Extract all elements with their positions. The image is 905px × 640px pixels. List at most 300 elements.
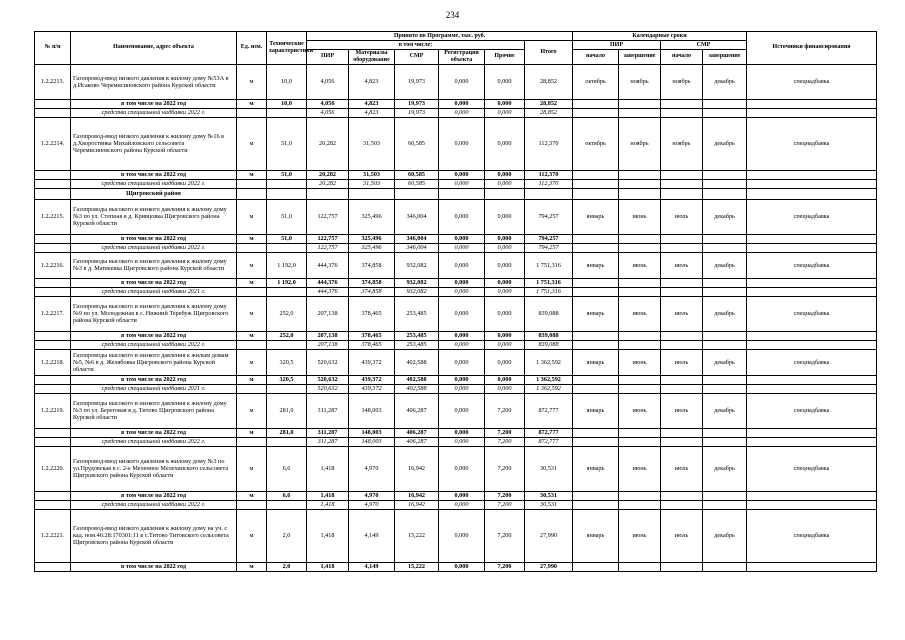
subtotal-total: 112,370 [525,170,573,179]
object-smr: 16,942 [395,446,439,491]
blank-cell [747,437,877,446]
object-tech: 320,5 [267,349,307,375]
subtotal-unit: м [237,278,267,287]
subtotal-unit: м [237,234,267,243]
blank-cell [661,491,703,500]
subtotal-pir: 122,757 [307,234,349,243]
object-registration: 0,000 [439,349,485,375]
blank-cell [619,384,661,393]
header-cal-smr: СМР [661,41,747,50]
object-other: 0,000 [485,252,525,278]
blank-cell [237,243,267,252]
header-other: Прочие [485,50,525,65]
object-registration: 0,000 [439,199,485,234]
object-tech: 252,0 [267,296,307,331]
subtotal-pir: 20,282 [307,170,349,179]
funding-total: 1 751,316 [525,287,573,296]
object-tech: 10,0 [267,64,307,99]
blank-cell [661,108,703,117]
funding-other: 7,200 [485,437,525,446]
funding-smr: 932,082 [395,287,439,296]
funding-materials: 374,858 [349,287,395,296]
subtotal-label: в том числе на 2022 год [71,491,237,500]
subtotal-smr: 406,287 [395,428,439,437]
header-materials: Материалы оборудование [349,50,395,65]
smr-start: июль [661,446,703,491]
blank-cell [573,108,619,117]
object-smr: 253,485 [395,296,439,331]
smr-start: июль [661,509,703,562]
blank-cell [573,384,619,393]
object-tech: 51,0 [267,117,307,170]
funding-total: 30,531 [525,500,573,509]
subtotal-materials: 4,823 [349,99,395,108]
blank-cell [703,170,747,179]
blank-cell [619,287,661,296]
object-materials: 4,970 [349,446,395,491]
funding-row [35,384,877,393]
subtotal-tech: 51,0 [267,170,307,179]
blank-cell [747,375,877,384]
subtotal-pir: 207,138 [307,331,349,340]
blank-cell [619,99,661,108]
header-including: в том числе: [307,41,525,50]
blank-cell [619,500,661,509]
object-name: Газопровод-ввод низкого давления к жилому дому №53А в д.Исаково Черемисиновского района Курской области [71,64,237,99]
object-total: 839,088 [525,296,573,331]
blank-cell [703,340,747,349]
object-pir: 122,757 [307,199,349,234]
funding-other: 0,000 [485,340,525,349]
object-number: 1.2.2214. [35,117,71,170]
header-calendar: Календарные сроки [573,32,747,41]
object-pir: 1,418 [307,446,349,491]
object-materials: 4,149 [349,509,395,562]
subtotal-pir: 1,418 [307,491,349,500]
blank-cell [573,170,619,179]
smr-end: декабрь [703,117,747,170]
subtotal-smr: 60,585 [395,170,439,179]
blank-cell [237,384,267,393]
funding-label: средства специальной надбавки 2022 г. [71,340,237,349]
object-registration: 0,000 [439,117,485,170]
blank-cell [35,340,71,349]
subtotal-total: 1 362,592 [525,375,573,384]
blank-cell [619,170,661,179]
header-source: Источники финансирования [747,32,877,65]
object-other: 0,000 [485,296,525,331]
funding-pir: 122,757 [307,243,349,252]
funding-smr: 346,004 [395,243,439,252]
object-unit: м [237,199,267,234]
funding-smr: 19,973 [395,108,439,117]
funding-label: средства специальной надбавки 2022 г. [71,108,237,117]
subtotal-materials: 31,503 [349,170,395,179]
funding-other: 0,000 [485,179,525,188]
object-pir: 1,418 [307,509,349,562]
subtotal-registration: 0,000 [439,428,485,437]
blank-cell [703,234,747,243]
blank-cell [703,384,747,393]
header-total: Итого [525,41,573,65]
funding-row [35,179,877,188]
subtotal-smr: 16,942 [395,491,439,500]
funding-pir: 444,376 [307,287,349,296]
object-tech: 1 192,0 [267,252,307,278]
blank-cell [619,179,661,188]
object-registration: 0,000 [439,446,485,491]
object-other: 0,000 [485,64,525,99]
subtotal-total: 872,777 [525,428,573,437]
blank-cell [237,188,267,199]
blank-cell [747,287,877,296]
object-number: 1.2.2220. [35,446,71,491]
object-materials: 325,496 [349,199,395,234]
subtotal-pir: 520,632 [307,375,349,384]
object-smr: 19,973 [395,64,439,99]
subtotal-tech: 320,5 [267,375,307,384]
blank-cell [747,108,877,117]
object-total: 1 362,592 [525,349,573,375]
blank-cell [35,384,71,393]
subtotal-tech: 6,6 [267,491,307,500]
subtotal-pir: 4,056 [307,99,349,108]
subtotal-other: 0,000 [485,170,525,179]
funding-source: спецнадбавка [747,199,877,234]
object-other: 0,000 [485,349,525,375]
object-pir: 444,376 [307,252,349,278]
funding-registration: 0,000 [439,179,485,188]
blank-cell [35,437,71,446]
object-pir: 311,287 [307,393,349,428]
blank-cell [237,287,267,296]
object-other: 7,200 [485,509,525,562]
object-pir: 20,282 [307,117,349,170]
header-num: № п/п [35,32,71,65]
object-registration: 0,000 [439,393,485,428]
blank-cell [267,188,307,199]
object-pir: 520,632 [307,349,349,375]
blank-cell [661,234,703,243]
table-row [35,252,877,278]
subtotal-total: 28,852 [525,99,573,108]
object-tech: 51,0 [267,199,307,234]
pir-start: октябрь [573,64,619,99]
blank-cell [661,278,703,287]
blank-cell [573,375,619,384]
subtotal-unit: м [237,331,267,340]
pir-start: январь [573,349,619,375]
blank-cell [747,428,877,437]
subtotal-label: в том числе на 2022 год [71,428,237,437]
subtotal-unit: м [237,491,267,500]
subtotal-smr: 402,588 [395,375,439,384]
blank-cell [267,340,307,349]
subtotal-registration: 0,000 [439,491,485,500]
object-total: 28,852 [525,64,573,99]
funding-row [35,437,877,446]
object-materials: 31,503 [349,117,395,170]
blank-cell [661,384,703,393]
blank-cell [485,188,525,199]
subtotal-other: 7,200 [485,428,525,437]
funding-registration: 0,000 [439,108,485,117]
pir-end: июнь [619,349,661,375]
blank-cell [307,188,349,199]
blank-cell [661,188,703,199]
blank-cell [703,437,747,446]
subtotal-other: 0,000 [485,278,525,287]
funding-label: средства специальной надбавки 2021 г. [71,384,237,393]
object-number: 1.2.2215. [35,199,71,234]
page-number: 234 [445,10,460,20]
subtotal-row [35,428,877,437]
object-smr: 402,588 [395,349,439,375]
blank-cell [573,99,619,108]
blank-cell [703,99,747,108]
object-materials: 148,003 [349,393,395,428]
blank-cell [35,243,71,252]
subtotal-smr: 346,004 [395,234,439,243]
funding-materials: 439,372 [349,384,395,393]
object-unit: м [237,64,267,99]
object-smr: 346,004 [395,199,439,234]
district-row [35,188,877,199]
blank-cell [747,340,877,349]
subtotal-label: в том числе на 2022 год [71,278,237,287]
table-row [35,296,877,331]
blank-cell [267,437,307,446]
district-name: Щигровский район [71,188,237,199]
blank-cell [747,170,877,179]
funding-registration: 0,000 [439,287,485,296]
funding-source: спецнадбавка [747,393,877,428]
blank-cell [35,500,71,509]
blank-cell [35,108,71,117]
program-table [34,31,877,572]
blank-cell [703,500,747,509]
blank-cell [703,491,747,500]
funding-registration: 0,000 [439,500,485,509]
object-other: 7,200 [485,446,525,491]
smr-start: июль [661,199,703,234]
subtotal-total: 27,990 [525,562,573,571]
blank-cell [573,188,619,199]
header-registration: Регистрация объекта [439,50,485,65]
blank-cell [703,243,747,252]
funding-source: спецнадбавка [747,509,877,562]
object-unit: м [237,296,267,331]
object-name: Газопровод-ввод низкого давления к жилому дому на уч. с кад. ном.46:28:170301:11 в с.Титово Титовского сельсовета Щигровского района Курской области [71,509,237,562]
subtotal-materials: 4,149 [349,562,395,571]
blank-cell [703,108,747,117]
blank-cell [573,234,619,243]
blank-cell [35,99,71,108]
blank-cell [747,179,877,188]
funding-pir: 311,287 [307,437,349,446]
blank-cell [661,170,703,179]
table-row [35,199,877,234]
blank-cell [619,243,661,252]
object-registration: 0,000 [439,296,485,331]
smr-end: декабрь [703,199,747,234]
object-smr: 406,287 [395,393,439,428]
funding-total: 794,257 [525,243,573,252]
object-other: 0,000 [485,199,525,234]
blank-cell [747,99,877,108]
subtotal-registration: 0,000 [439,170,485,179]
subtotal-other: 0,000 [485,375,525,384]
smr-end: декабрь [703,252,747,278]
blank-cell [703,287,747,296]
blank-cell [703,428,747,437]
blank-cell [35,278,71,287]
blank-cell [35,170,71,179]
object-unit: м [237,509,267,562]
object-materials: 439,372 [349,349,395,375]
blank-cell [35,428,71,437]
table-row [35,446,877,491]
object-tech: 2,0 [267,509,307,562]
funding-row [35,243,877,252]
table-row [35,509,877,562]
subtotal-pir: 1,418 [307,562,349,571]
subtotal-registration: 0,000 [439,234,485,243]
subtotal-row [35,170,877,179]
blank-cell [237,437,267,446]
object-unit: м [237,252,267,278]
object-smr: 60,585 [395,117,439,170]
table-row [35,349,877,375]
subtotal-unit: м [237,428,267,437]
table-row [35,64,877,99]
subtotal-label: в том числе на 2022 год [71,234,237,243]
blank-cell [35,562,71,571]
blank-cell [267,179,307,188]
pir-start: октябрь [573,117,619,170]
subtotal-tech: 281,0 [267,428,307,437]
subtotal-registration: 0,000 [439,375,485,384]
blank-cell [703,331,747,340]
funding-smr: 16,942 [395,500,439,509]
subtotal-materials: 439,372 [349,375,395,384]
blank-cell [747,500,877,509]
blank-cell [35,375,71,384]
funding-registration: 0,000 [439,243,485,252]
funding-smr: 253,485 [395,340,439,349]
object-registration: 0,000 [439,252,485,278]
funding-other: 0,000 [485,108,525,117]
object-name: Газопроводы высокого и низкого давления к жилому дому №9 по ул. Молодежная в с. Нижний Теребуж Щигровского района Курской области [71,296,237,331]
object-total: 27,990 [525,509,573,562]
funding-materials: 4,823 [349,108,395,117]
subtotal-other: 0,000 [485,331,525,340]
blank-cell [619,375,661,384]
subtotal-materials: 325,496 [349,234,395,243]
pir-start: январь [573,393,619,428]
object-registration: 0,000 [439,509,485,562]
subtotal-label: в том числе на 2022 год [71,170,237,179]
funding-other: 0,000 [485,287,525,296]
blank-cell [35,188,71,199]
subtotal-materials: 4,970 [349,491,395,500]
funding-smr: 402,588 [395,384,439,393]
subtotal-smr: 253,485 [395,331,439,340]
blank-cell [395,188,439,199]
pir-end: июнь [619,509,661,562]
subtotal-tech: 10,0 [267,99,307,108]
subtotal-registration: 0,000 [439,278,485,287]
funding-row [35,287,877,296]
funding-source: спецнадбавка [747,252,877,278]
pir-end: июнь [619,252,661,278]
funding-registration: 0,000 [439,384,485,393]
blank-cell [703,562,747,571]
smr-start: июль [661,296,703,331]
subtotal-materials: 378,465 [349,331,395,340]
pir-end: июнь [619,199,661,234]
funding-label: средства специальной надбавки 2022 г. [71,179,237,188]
header-unit: Ед. изм. [237,32,267,65]
pir-end: ноябрь [619,117,661,170]
smr-end: декабрь [703,509,747,562]
blank-cell [619,562,661,571]
funding-row [35,500,877,509]
blank-cell [703,188,747,199]
object-number: 1.2.2218. [35,349,71,375]
subtotal-label: в том числе на 2022 год [71,99,237,108]
blank-cell [573,179,619,188]
object-number: 1.2.2221. [35,509,71,562]
blank-cell [747,562,877,571]
subtotal-label: в том числе на 2022 год [71,331,237,340]
object-tech: 6,6 [267,446,307,491]
blank-cell [747,188,877,199]
blank-cell [573,428,619,437]
object-materials: 378,465 [349,296,395,331]
pir-start: январь [573,509,619,562]
funding-materials: 31,503 [349,179,395,188]
subtotal-row [35,234,877,243]
blank-cell [747,278,877,287]
blank-cell [619,491,661,500]
table-body [35,64,877,571]
blank-cell [267,243,307,252]
blank-cell [661,287,703,296]
subtotal-tech: 2,0 [267,562,307,571]
pir-start: январь [573,446,619,491]
funding-materials: 4,970 [349,500,395,509]
smr-end: декабрь [703,64,747,99]
funding-total: 28,852 [525,108,573,117]
blank-cell [703,278,747,287]
subtotal-registration: 0,000 [439,99,485,108]
subtotal-unit: м [237,562,267,571]
funding-total: 872,777 [525,437,573,446]
subtotal-tech: 51,0 [267,234,307,243]
blank-cell [35,179,71,188]
blank-cell [747,243,877,252]
object-smr: 932,082 [395,252,439,278]
blank-cell [661,428,703,437]
funding-source: спецнадбавка [747,296,877,331]
funding-smr: 60,585 [395,179,439,188]
funding-materials: 378,465 [349,340,395,349]
blank-cell [573,437,619,446]
header-tech: Технические характеристики [267,32,307,65]
blank-cell [573,278,619,287]
blank-cell [439,188,485,199]
